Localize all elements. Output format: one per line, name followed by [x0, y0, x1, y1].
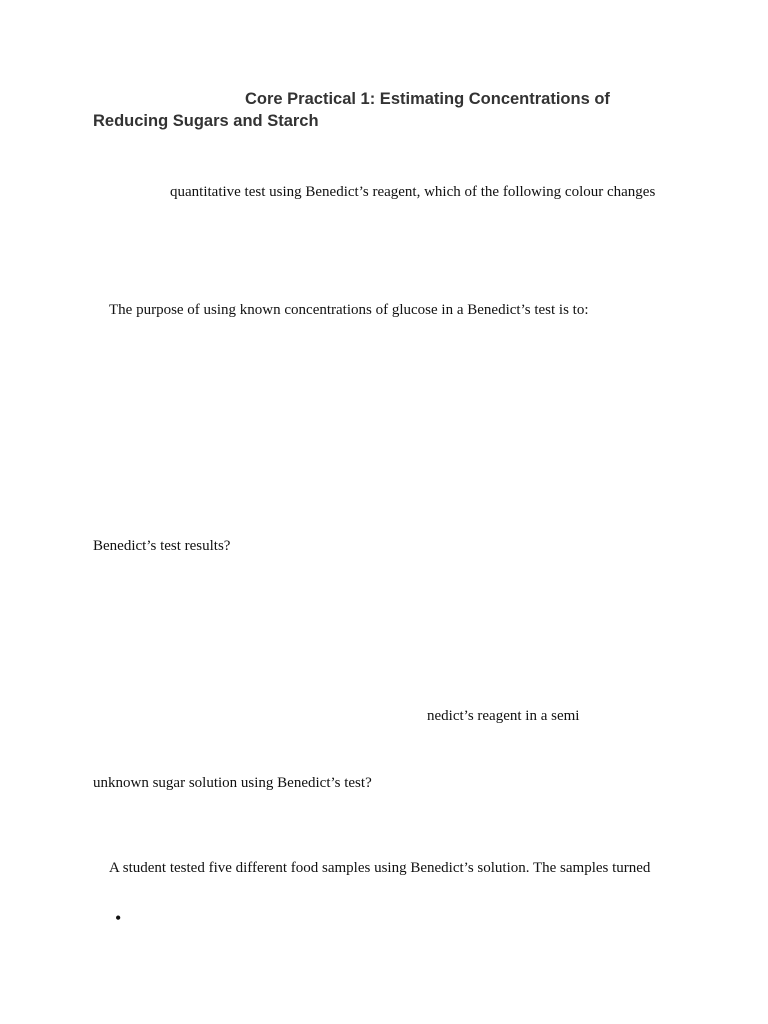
question-text-4: nedict’s reagent in a semi [427, 708, 580, 724]
question-text-2: The purpose of using known concentrations of glucose in a Benedict’s test is to: [109, 302, 589, 318]
bullet-point: • [115, 908, 122, 928]
title-line-2: Reducing Sugars and Starch [93, 112, 319, 130]
question-text-6: A student tested five different food samples using Benedict’s solution. The samples turned [109, 860, 651, 876]
page-title [93, 88, 653, 132]
question-text-1: quantitative test using Benedict’s reagent, which of the following colour changes [170, 184, 656, 200]
title-line-1: Core Practical 1: Estimating Concentrations of [245, 90, 610, 108]
question-text-5: unknown sugar solution using Benedict’s test? [93, 775, 372, 791]
question-text-3: Benedict’s test results? [93, 538, 231, 554]
